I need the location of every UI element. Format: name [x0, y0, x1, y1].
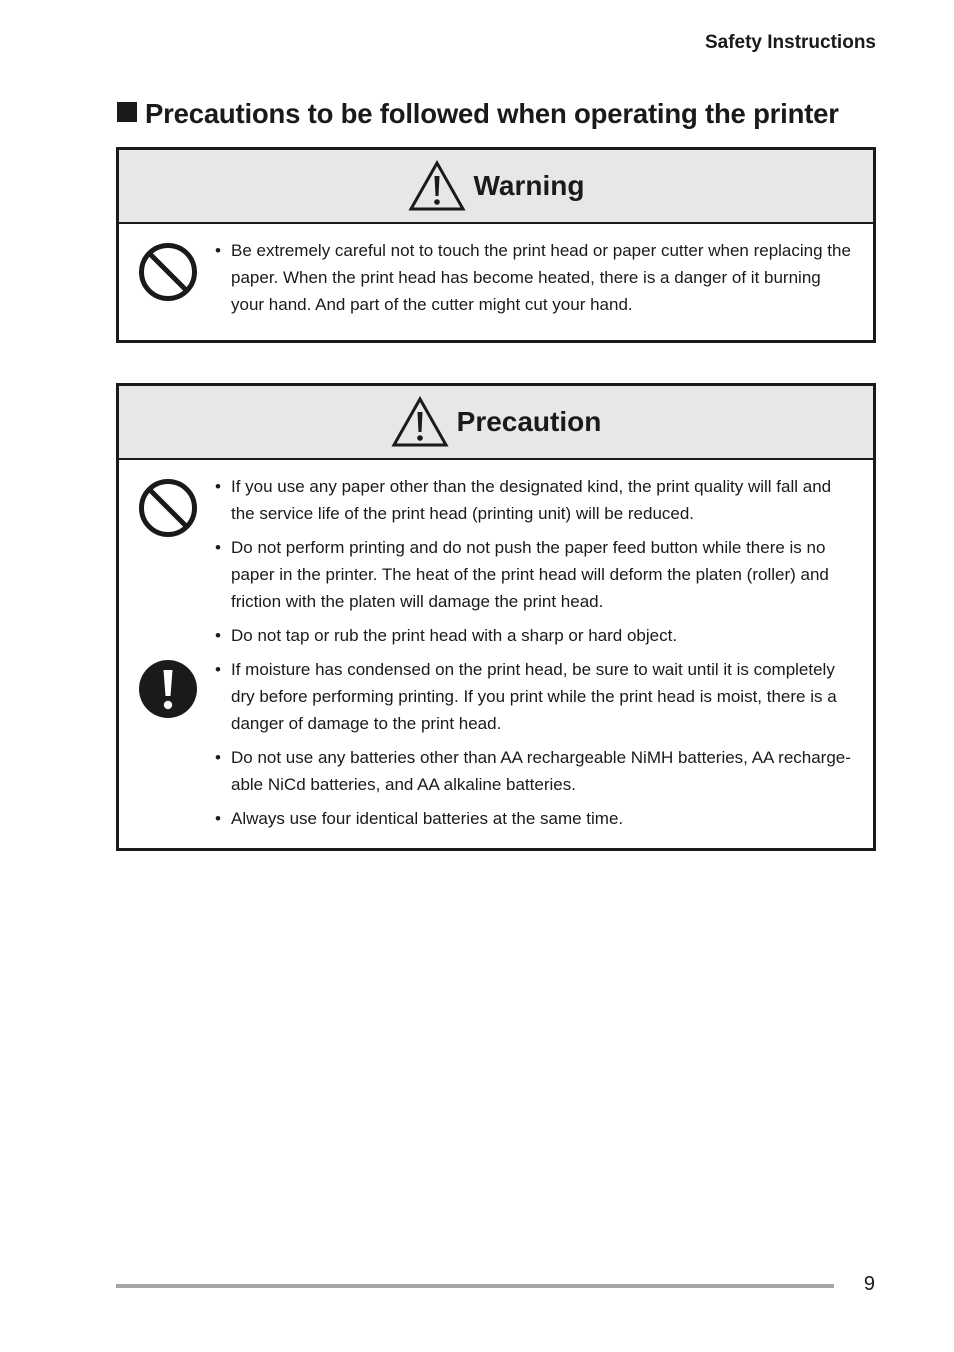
warning-triangle-icon: [408, 160, 466, 212]
square-bullet-icon: [117, 102, 137, 122]
precaution-list: [215, 473, 857, 839]
prohibition-icon: [138, 478, 198, 538]
list-item: • Be extremely careful not to touch the print head or paper cutter when replacing the paper. When the print head has become heated, there is a danger of it burning your hand. And part of the cutter might cut your hand.: [215, 237, 857, 318]
footer-rule: [116, 1284, 834, 1288]
list-item: • Do not perform printing and do not push the paper feed button while there is no paper in the printer. The heat of the print head will deform the platen (roller) and friction with the platen will damage the print head.: [215, 534, 857, 615]
list-item: • Always use four identical batteries at the same time.: [215, 805, 857, 832]
warning-triangle-icon: [391, 396, 449, 448]
warning-box: [116, 147, 876, 343]
warning-label: Warning: [473, 170, 585, 201]
prohibition-icon: [138, 242, 198, 302]
exclamation-circle-icon: [138, 659, 198, 719]
precaution-header: [119, 386, 873, 460]
list-item: • Do not use any batteries other than AA rechargeable NiMH batteries, AA recharge-able NiCd batteries, and AA alkaline batteries.: [215, 744, 857, 798]
running-header: Safety Instructions: [704, 32, 876, 53]
list-item: • If moisture has condensed on the print head, be sure to wait until it is completely dry before performing printing. If you print while the print head is moist, there is a danger of damage to the print head.: [215, 656, 857, 737]
section-title: [117, 98, 879, 130]
warning-list: [215, 237, 857, 325]
precaution-box: [116, 383, 876, 851]
precaution-label: Precaution: [456, 406, 602, 437]
page-number: 9: [863, 1273, 875, 1295]
list-item: • If you use any paper other than the designated kind, the print quality will fall and the service life of the print head (printing unit) will be reduced.: [215, 473, 857, 527]
list-item: • Do not tap or rub the print head with a sharp or hard object.: [215, 622, 857, 649]
warning-header: [119, 150, 873, 224]
section-title-text: Precautions to be followed when operating the printer: [145, 98, 839, 129]
